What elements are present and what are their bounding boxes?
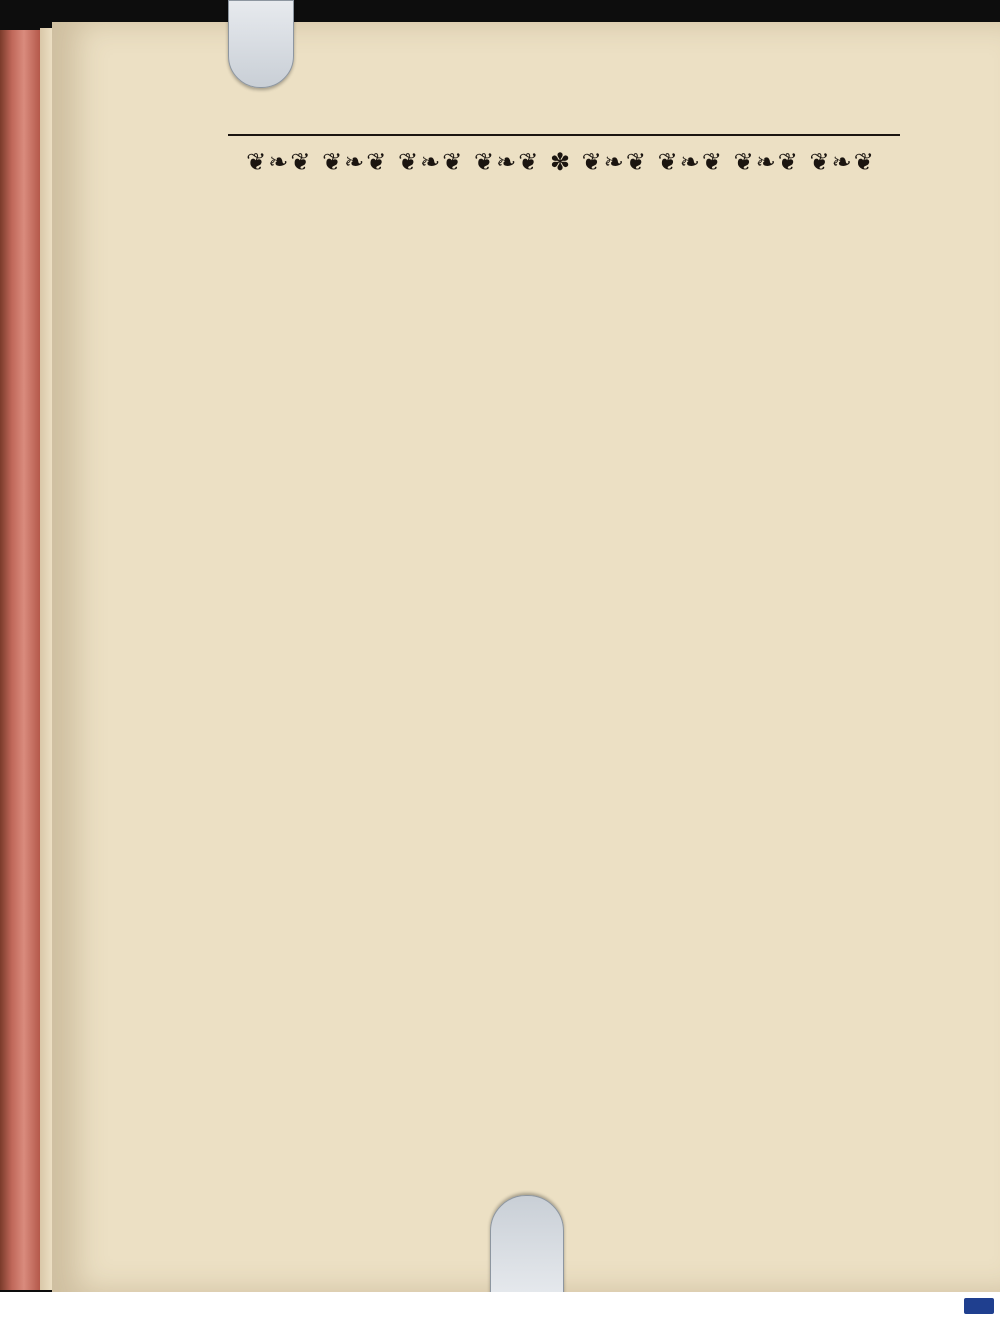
running-head	[222, 100, 900, 130]
page-clip-bottom	[490, 1195, 564, 1301]
book-spine	[0, 30, 40, 1290]
register-content	[222, 100, 900, 250]
book-title	[222, 188, 900, 250]
head-rule	[228, 134, 900, 136]
dfg-logo	[964, 1298, 994, 1314]
page-clip-top	[228, 0, 294, 88]
footer-bar	[0, 1292, 1000, 1322]
ornament-divider: ❦❧❦ ❦❧❦ ❦❧❦ ❦❧❦ ✽ ❦❧❦ ❦❧❦ ❦❧❦ ❦❧❦	[246, 148, 876, 176]
